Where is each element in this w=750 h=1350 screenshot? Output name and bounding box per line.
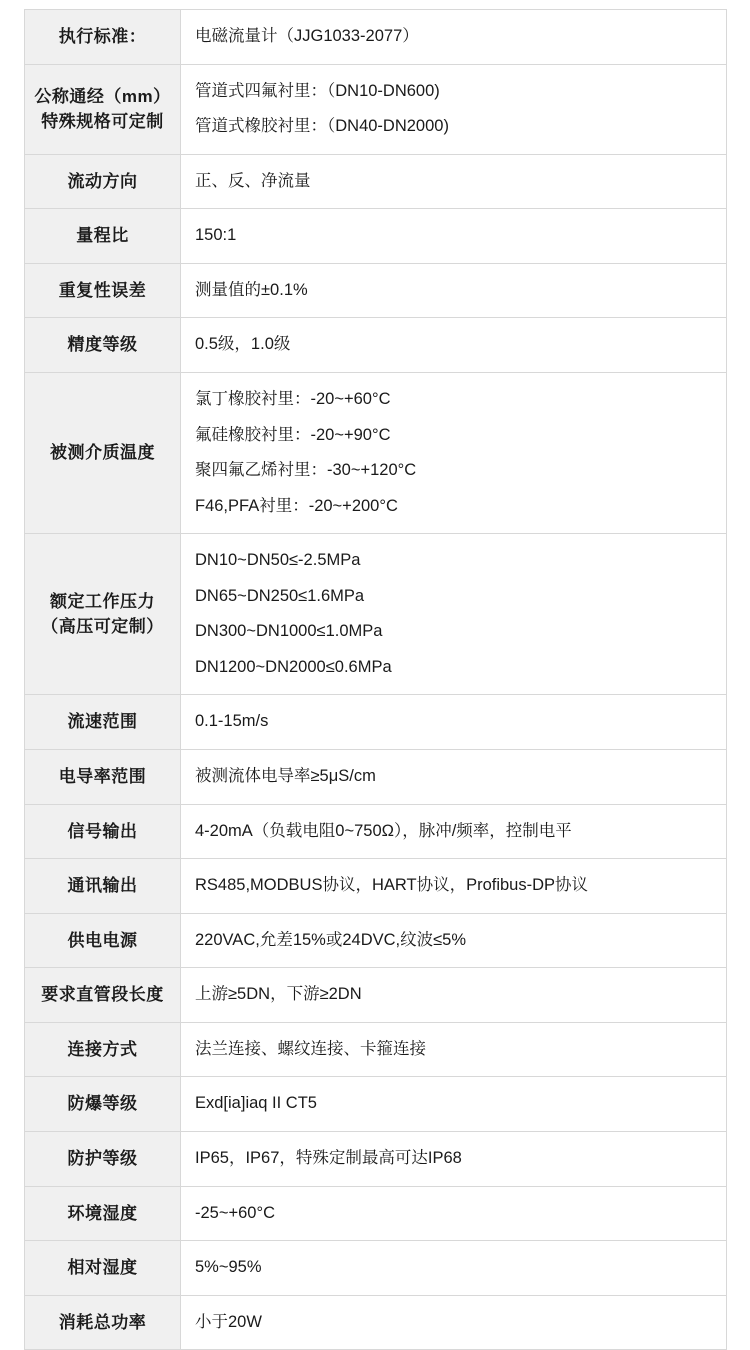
spec-value-cell [181,263,727,318]
spec-value-cell [181,1022,727,1077]
spec-value-line: DN65~DN250≤1.6MPa [195,586,365,605]
spec-value-line: 小于20W [195,1312,262,1331]
spec-value-line: Exd[ia]iaq II CT5 [195,1094,317,1113]
spec-label-cell [25,859,181,914]
spec-value-line: 电磁流量计（JJG1033-2077） [195,27,419,45]
spec-value-line: 聚四氟乙烯衬里：-30~+120°C [195,461,417,480]
table-row [25,10,727,65]
spec-label-line: 重复性误差 [58,280,147,300]
spec-label-line: 信号输出 [67,821,138,841]
spec-label-line: 公称通经（mm） [34,86,171,106]
spec-value-cell [181,1241,727,1296]
spec-value-cell [181,1186,727,1241]
table-row [25,64,727,154]
spec-value-line: 上游≥5DN，下游≥2DN [195,985,362,1004]
table-row [25,968,727,1023]
spec-label-cell [25,804,181,859]
spec-label-line: 电导率范围 [58,767,147,787]
spec-value-cell [181,10,727,65]
spec-value-cell [181,372,727,533]
spec-label-cell [25,1241,181,1296]
spec-value-line: 5%~95% [195,1258,262,1277]
table-row [25,804,727,859]
spec-label-cell [25,750,181,805]
spec-label-line: 特殊规格可定制 [41,112,164,132]
table-row [25,318,727,373]
spec-label-line: 连接方式 [67,1039,138,1059]
table-row [25,1022,727,1077]
spec-value-line: DN1200~DN2000≤0.6MPa [195,657,392,676]
spec-value-line: 150:1 [195,226,237,245]
table-row [25,534,727,695]
spec-value-cell [181,64,727,154]
spec-label-cell [25,1295,181,1350]
spec-label-cell [25,64,181,154]
table-row [25,913,727,968]
specification-table [24,9,727,1350]
spec-label-cell [25,695,181,750]
table-row [25,695,727,750]
spec-value-cell [181,318,727,373]
spec-label-cell [25,1131,181,1186]
spec-value-cell [181,695,727,750]
spec-label-line: 环境湿度 [67,1203,138,1223]
spec-value-cell [181,1295,727,1350]
table-row [25,1131,727,1186]
spec-label-cell [25,209,181,264]
spec-label-cell [25,10,181,65]
spec-value-cell [181,154,727,209]
table-row [25,1295,727,1350]
spec-value-line: DN300~DN1000≤1.0MPa [195,622,383,641]
spec-value-line: 管道式四氟衬里：（DN10-DN600) [195,81,440,100]
spec-value-line: F46,PFA衬里：-20~+200°C [195,496,398,515]
spec-label-cell [25,534,181,695]
spec-label-cell [25,372,181,533]
spec-label-line: 供电电源 [67,930,138,950]
spec-value-line: 法兰连接、螺纹连接、卡箍连接 [195,1039,426,1058]
spec-value-line: 0.1-15m/s [195,712,269,731]
spec-label-line: 通讯输出 [67,876,138,896]
spec-value-line: 被测流体电导率≥5μS/cm [195,767,376,785]
spec-value-cell [181,968,727,1023]
spec-value-cell [181,859,727,914]
spec-value-line: 220VAC,允差15%或24DVC,纹波≤5% [195,930,467,949]
spec-label-line: 流动方向 [67,171,138,191]
table-row [25,1241,727,1296]
table-row [25,750,727,805]
specification-table-body [25,10,727,1350]
spec-label-line: 消耗总功率 [58,1312,147,1332]
spec-label-cell [25,968,181,1023]
spec-value-line: 0.5级，1.0级 [195,335,291,354]
spec-label-line: 额定工作压力 [50,591,155,611]
spec-label-cell [25,1022,181,1077]
table-row [25,154,727,209]
table-row [25,1186,727,1241]
spec-label-line: 量程比 [76,226,129,246]
spec-value-line: 测量值的±0.1% [195,280,308,299]
spec-label-line: 防爆等级 [67,1094,138,1114]
spec-label-line: （高压可定制） [41,617,164,637]
spec-value-line: 氟硅橡胶衬里：-20~+90°C [195,425,391,444]
spec-value-line: -25~+60°C [195,1203,275,1222]
spec-label-line: 执行标准： [58,27,147,47]
spec-value-line: 正、反、净流量 [195,171,311,190]
spec-value-cell [181,804,727,859]
spec-label-line: 精度等级 [67,335,138,355]
spec-value-cell [181,534,727,695]
spec-label-line: 要求直管段长度 [41,985,164,1005]
spec-value-cell [181,913,727,968]
spec-value-line: 氯丁橡胶衬里：-20~+60°C [195,389,391,408]
spec-label-line: 被测介质温度 [50,443,155,463]
spec-label-cell [25,263,181,318]
spec-value-line: RS485,MODBUS协议，HART协议，Profibus-DP协议 [195,876,589,895]
spec-label-cell [25,1077,181,1132]
spec-label-cell [25,1186,181,1241]
spec-value-line: DN10~DN50≤-2.5MPa [195,551,361,570]
spec-value-line: 管道式橡胶衬里：（DN40-DN2000) [195,117,449,136]
spec-label-line: 防护等级 [67,1148,138,1168]
table-row [25,372,727,533]
spec-label-cell [25,913,181,968]
table-row [25,859,727,914]
spec-value-cell [181,209,727,264]
spec-value-cell [181,750,727,805]
spec-value-line: IP65，IP67，特殊定制最高可达IP68 [195,1148,462,1167]
spec-label-line: 流速范围 [67,712,138,732]
spec-label-cell [25,154,181,209]
spec-value-line: 4-20mA（负载电阻0~750Ω），脉冲/频率，控制电平 [195,821,572,840]
spec-label-line: 相对湿度 [67,1258,138,1278]
spec-value-cell [181,1131,727,1186]
spec-label-cell [25,318,181,373]
table-row [25,263,727,318]
table-row [25,1077,727,1132]
spec-value-cell [181,1077,727,1132]
table-row [25,209,727,264]
